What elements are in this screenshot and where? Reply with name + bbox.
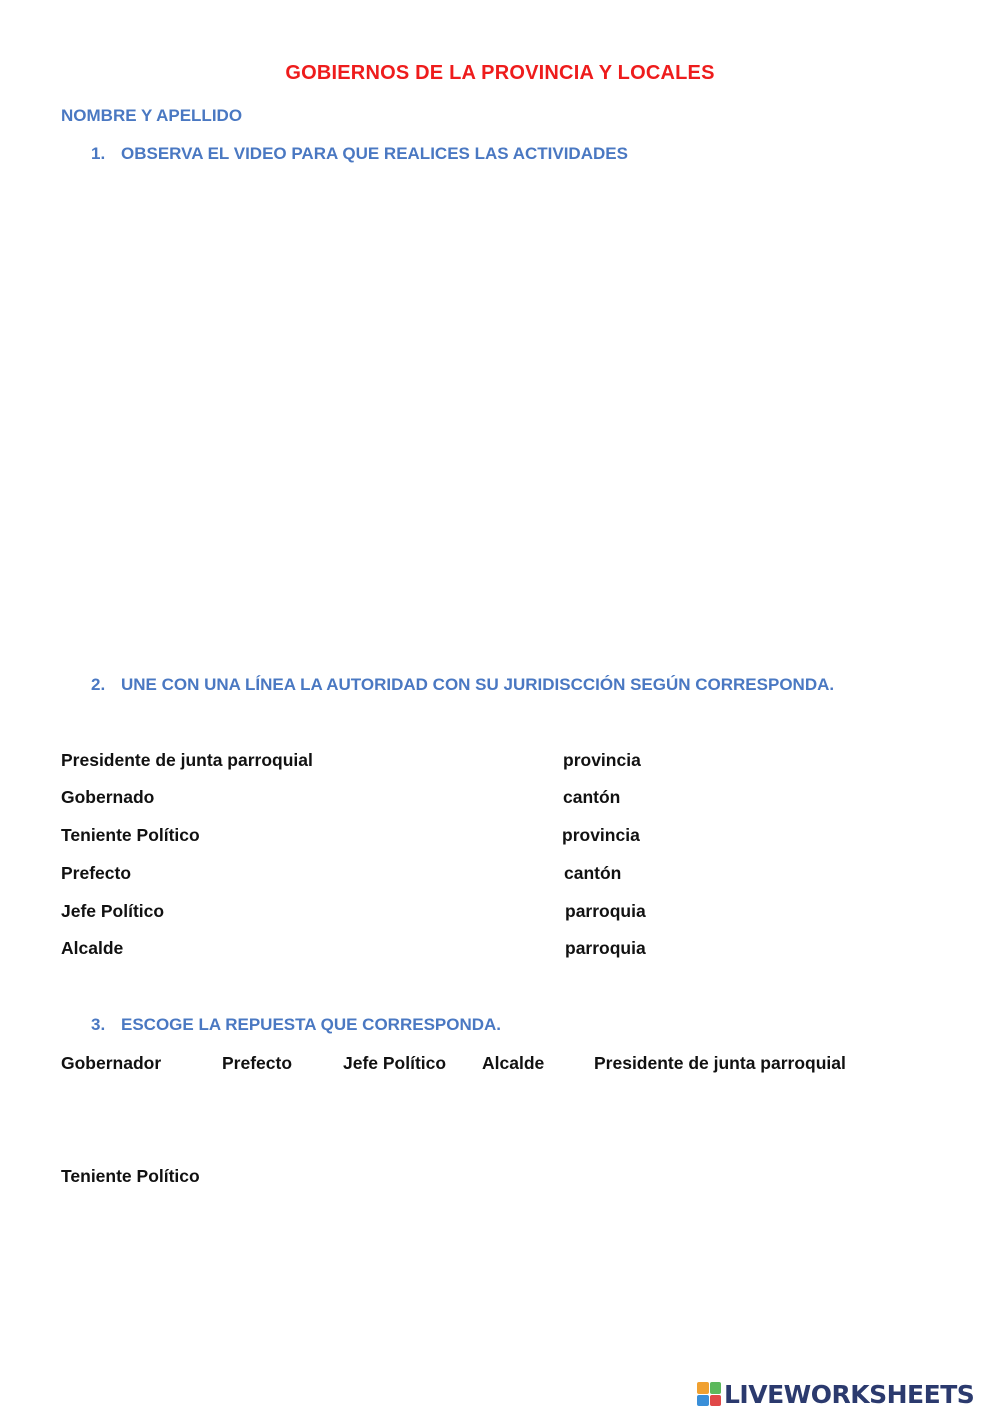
name-label: NOMBRE Y APELLIDO xyxy=(61,106,243,125)
page-title: GOBIERNOS DE LA PROVINCIA Y LOCALES xyxy=(285,62,715,84)
match-left-item[interactable]: Gobernado xyxy=(61,787,155,807)
section-3-text: ESCOGE LA REPUESTA QUE CORRESPONDA. xyxy=(121,1015,502,1034)
logo-tile xyxy=(697,1395,709,1407)
answer-option[interactable]: Presidente de junta parroquial xyxy=(594,1053,846,1073)
match-left-item[interactable]: Prefecto xyxy=(61,863,132,883)
match-right-item[interactable]: parroquia xyxy=(565,901,646,921)
video-area[interactable] xyxy=(61,185,941,645)
answer-option[interactable]: Gobernador xyxy=(61,1053,162,1073)
match-left-item[interactable]: Jefe Político xyxy=(61,901,165,921)
liveworksheets-logo xyxy=(697,1378,974,1410)
section-3-heading xyxy=(91,1015,501,1035)
match-left-item[interactable]: Presidente de junta parroquial xyxy=(61,750,313,770)
answer-option[interactable]: Prefecto xyxy=(222,1053,293,1073)
section-1-text: OBSERVA EL VIDEO PARA QUE REALICES LAS ACTIVIDADES xyxy=(121,144,628,163)
section-1-heading xyxy=(91,144,628,164)
match-right-item[interactable]: cantón xyxy=(563,787,621,807)
logo-tile xyxy=(710,1395,722,1407)
match-right-item[interactable]: provincia xyxy=(563,750,641,770)
match-left-item[interactable]: Alcalde xyxy=(61,938,124,958)
match-right-item[interactable]: parroquia xyxy=(565,938,646,958)
logo-tile xyxy=(710,1382,722,1394)
match-right-item[interactable]: cantón xyxy=(564,863,622,883)
logo-icon xyxy=(697,1382,721,1406)
section-2-heading xyxy=(91,675,834,695)
answer-option[interactable]: Alcalde xyxy=(482,1053,545,1073)
logo-tile xyxy=(697,1382,709,1394)
section-2-number: 2. xyxy=(91,675,106,694)
answer-option-extra[interactable]: Teniente Político xyxy=(61,1166,200,1186)
section-3-number: 3. xyxy=(91,1015,106,1034)
answer-option[interactable]: Jefe Político xyxy=(343,1053,447,1073)
match-right-item[interactable]: provincia xyxy=(562,825,640,845)
logo-text: LIVEWORKSHEETS xyxy=(724,1379,975,1409)
section-1-number: 1. xyxy=(91,144,106,163)
section-2-text: UNE CON UNA LÍNEA LA AUTORIDAD CON SU JURIDISCCIÓN SEGÚN CORRESPONDA. xyxy=(121,675,835,694)
match-left-item[interactable]: Teniente Político xyxy=(61,825,200,845)
